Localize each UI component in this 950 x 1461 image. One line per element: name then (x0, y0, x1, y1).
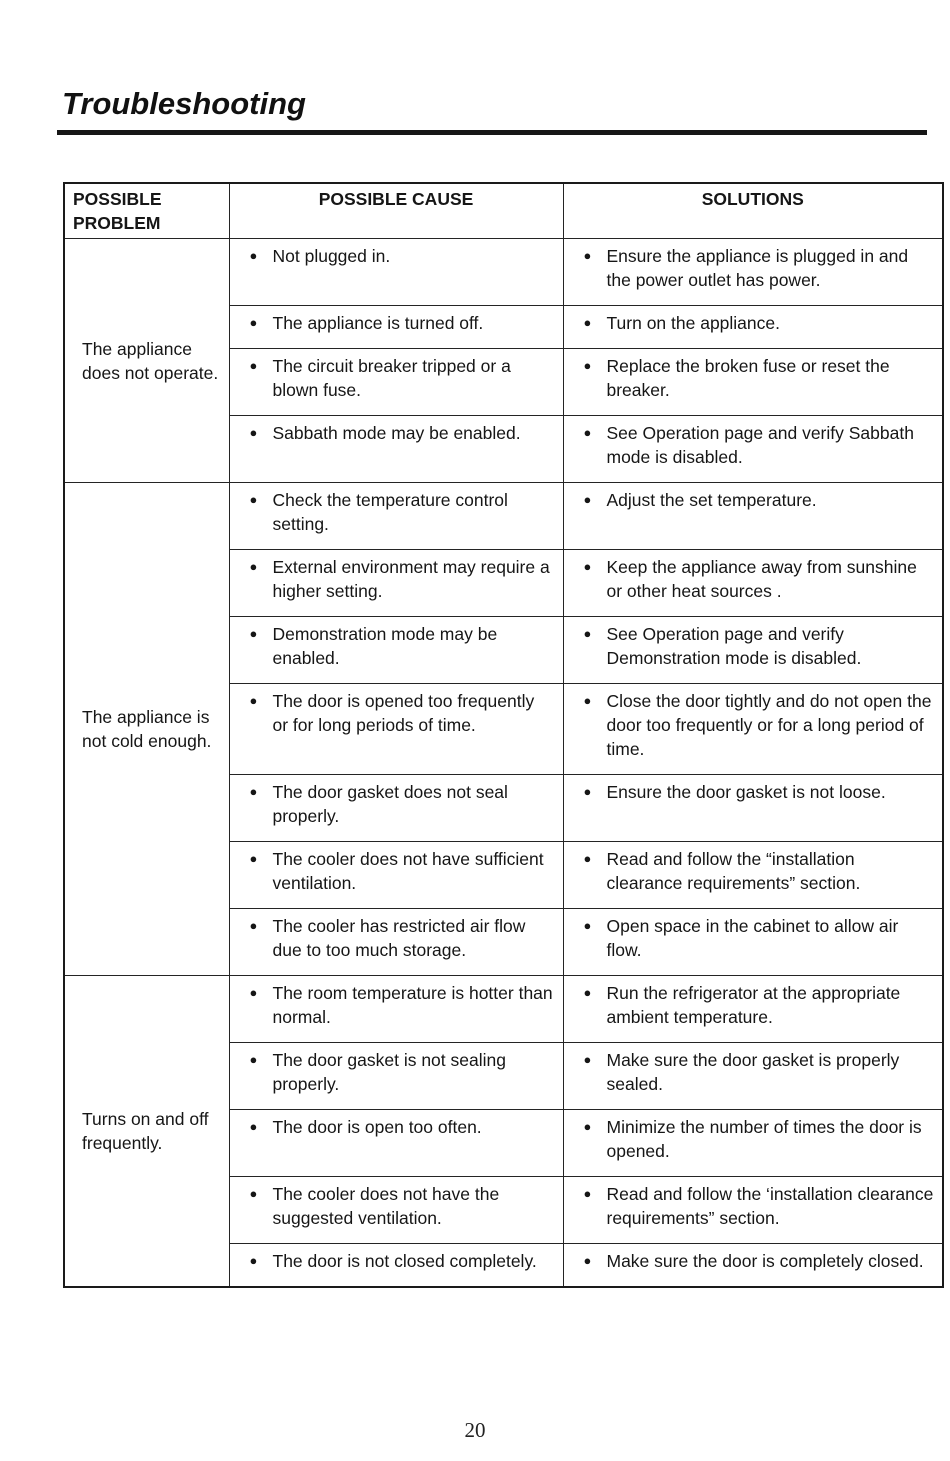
table-body (64, 239, 943, 1288)
cause-cell (229, 239, 563, 306)
cause-text: The cooler does not have the suggested ventilation. (272, 1184, 500, 1228)
cause-cell (229, 1244, 563, 1288)
solution-text: Ensure the door gasket is not loose. (606, 782, 886, 802)
bullet-icon: ● (249, 1119, 258, 1134)
problem-cell: The appliance is not cold enough. (64, 483, 229, 976)
cause-cell (229, 842, 563, 909)
bullet-icon: ● (583, 985, 592, 1000)
bullet-icon: ● (583, 358, 592, 373)
page-title: Troubleshooting (62, 86, 306, 121)
problem-cell: Turns on and off frequently. (64, 976, 229, 1288)
solution-cell (563, 842, 943, 909)
cause-cell (229, 976, 563, 1043)
cause-text: The cooler does not have sufficient ventilation. (272, 849, 544, 893)
solution-cell (563, 306, 943, 349)
cause-text: The door is not closed completely. (272, 1251, 537, 1271)
bullet-icon: ● (583, 1052, 592, 1067)
bullet-icon: ● (583, 1186, 592, 1201)
cause-text: Check the temperature control setting. (272, 490, 508, 534)
solution-text: Keep the appliance away from sunshine or other heat sources . (606, 557, 917, 601)
bullet-icon: ● (249, 626, 258, 641)
troubleshooting-table (63, 182, 944, 1288)
solution-cell (563, 1043, 943, 1110)
cause-cell (229, 775, 563, 842)
bullet-icon: ● (249, 1253, 258, 1268)
bullet-icon: ● (249, 985, 258, 1000)
solution-cell (563, 239, 943, 306)
solution-cell (563, 416, 943, 483)
bullet-icon: ● (583, 315, 592, 330)
bullet-icon: ● (583, 248, 592, 263)
bullet-icon: ● (249, 784, 258, 799)
bullet-icon: ● (249, 358, 258, 373)
bullet-icon: ● (249, 1186, 258, 1201)
cause-text: The door gasket does not seal properly. (272, 782, 508, 826)
cause-text: The cooler has restricted air flow due to too much storage. (272, 916, 526, 960)
bullet-icon: ● (249, 851, 258, 866)
bullet-icon: ● (583, 784, 592, 799)
cause-cell (229, 416, 563, 483)
table-row (64, 483, 943, 550)
cause-text: The door gasket is not sealing properly. (272, 1050, 506, 1094)
title-underline-rule (57, 130, 927, 135)
solution-text: Ensure the appliance is plugged in and the power outlet has power. (606, 246, 909, 290)
cause-text: The room temperature is hotter than normal. (272, 983, 553, 1027)
cause-cell (229, 617, 563, 684)
cause-text: The circuit breaker tripped or a blown fuse. (272, 356, 511, 400)
problem-cell: The appliance does not operate. (64, 239, 229, 483)
solution-cell (563, 1177, 943, 1244)
cause-text: Sabbath mode may be enabled. (272, 423, 521, 443)
cause-cell (229, 1043, 563, 1110)
cause-cell (229, 483, 563, 550)
solution-cell (563, 684, 943, 775)
cause-cell (229, 550, 563, 617)
solution-cell (563, 775, 943, 842)
bullet-icon: ● (583, 425, 592, 440)
table-row (64, 976, 943, 1043)
bullet-icon: ● (583, 559, 592, 574)
cause-text: The appliance is turned off. (272, 313, 484, 333)
solution-text: Replace the broken fuse or reset the breaker. (606, 356, 890, 400)
cause-text: External environment may require a higher setting. (272, 557, 550, 601)
solution-text: Make sure the door gasket is properly sealed. (606, 1050, 900, 1094)
solution-cell (563, 550, 943, 617)
solution-text: Minimize the number of times the door is opened. (606, 1117, 922, 1161)
column-header-solutions: SOLUTIONS (563, 183, 943, 239)
bullet-icon: ● (249, 315, 258, 330)
solution-cell (563, 483, 943, 550)
solution-text: Turn on the appliance. (606, 313, 780, 333)
table-header-row (64, 183, 943, 239)
solution-text: Close the door tightly and do not open the door too frequently or for a long period of time. (606, 691, 932, 759)
cause-text: Not plugged in. (272, 246, 391, 266)
column-header-possible-cause: POSSIBLE CAUSE (229, 183, 563, 239)
bullet-icon: ● (583, 492, 592, 507)
solution-cell (563, 1244, 943, 1288)
cause-cell (229, 1177, 563, 1244)
bullet-icon: ● (583, 626, 592, 641)
solution-cell (563, 617, 943, 684)
solution-text: Open space in the cabinet to allow air flow. (606, 916, 899, 960)
bullet-icon: ● (249, 693, 258, 708)
bullet-icon: ● (583, 1253, 592, 1268)
cause-text: Demonstration mode may be enabled. (272, 624, 498, 668)
cause-text: The door is opened too frequently or for long periods of time. (272, 691, 535, 735)
bullet-icon: ● (249, 248, 258, 263)
solution-cell (563, 349, 943, 416)
solution-text: Make sure the door is completely closed. (606, 1251, 924, 1271)
bullet-icon: ● (249, 492, 258, 507)
solution-cell (563, 1110, 943, 1177)
cause-text: The door is open too often. (272, 1117, 482, 1137)
solution-text: Read and follow the “installation clearance requirements” section. (606, 849, 861, 893)
table-row (64, 239, 943, 306)
cause-cell (229, 306, 563, 349)
bullet-icon: ● (249, 1052, 258, 1067)
bullet-icon: ● (249, 425, 258, 440)
solution-text: See Operation page and verify Sabbath mode is disabled. (606, 423, 914, 467)
cause-cell (229, 1110, 563, 1177)
bullet-icon: ● (583, 918, 592, 933)
bullet-icon: ● (583, 693, 592, 708)
cause-cell (229, 349, 563, 416)
cause-cell (229, 684, 563, 775)
cause-cell (229, 909, 563, 976)
bullet-icon: ● (249, 559, 258, 574)
bullet-icon: ● (249, 918, 258, 933)
column-header-possible-problem: POSSIBLE PROBLEM (64, 183, 229, 239)
bullet-icon: ● (583, 1119, 592, 1134)
solution-cell (563, 976, 943, 1043)
solution-text: Adjust the set temperature. (606, 490, 817, 510)
solution-cell (563, 909, 943, 976)
solution-text: Run the refrigerator at the appropriate ambient temperature. (606, 983, 901, 1027)
page-number: 20 (464, 1418, 486, 1442)
solution-text: Read and follow the ‘installation clearance requirements” section. (606, 1184, 934, 1228)
solution-text: See Operation page and verify Demonstration mode is disabled. (606, 624, 862, 668)
bullet-icon: ● (583, 851, 592, 866)
